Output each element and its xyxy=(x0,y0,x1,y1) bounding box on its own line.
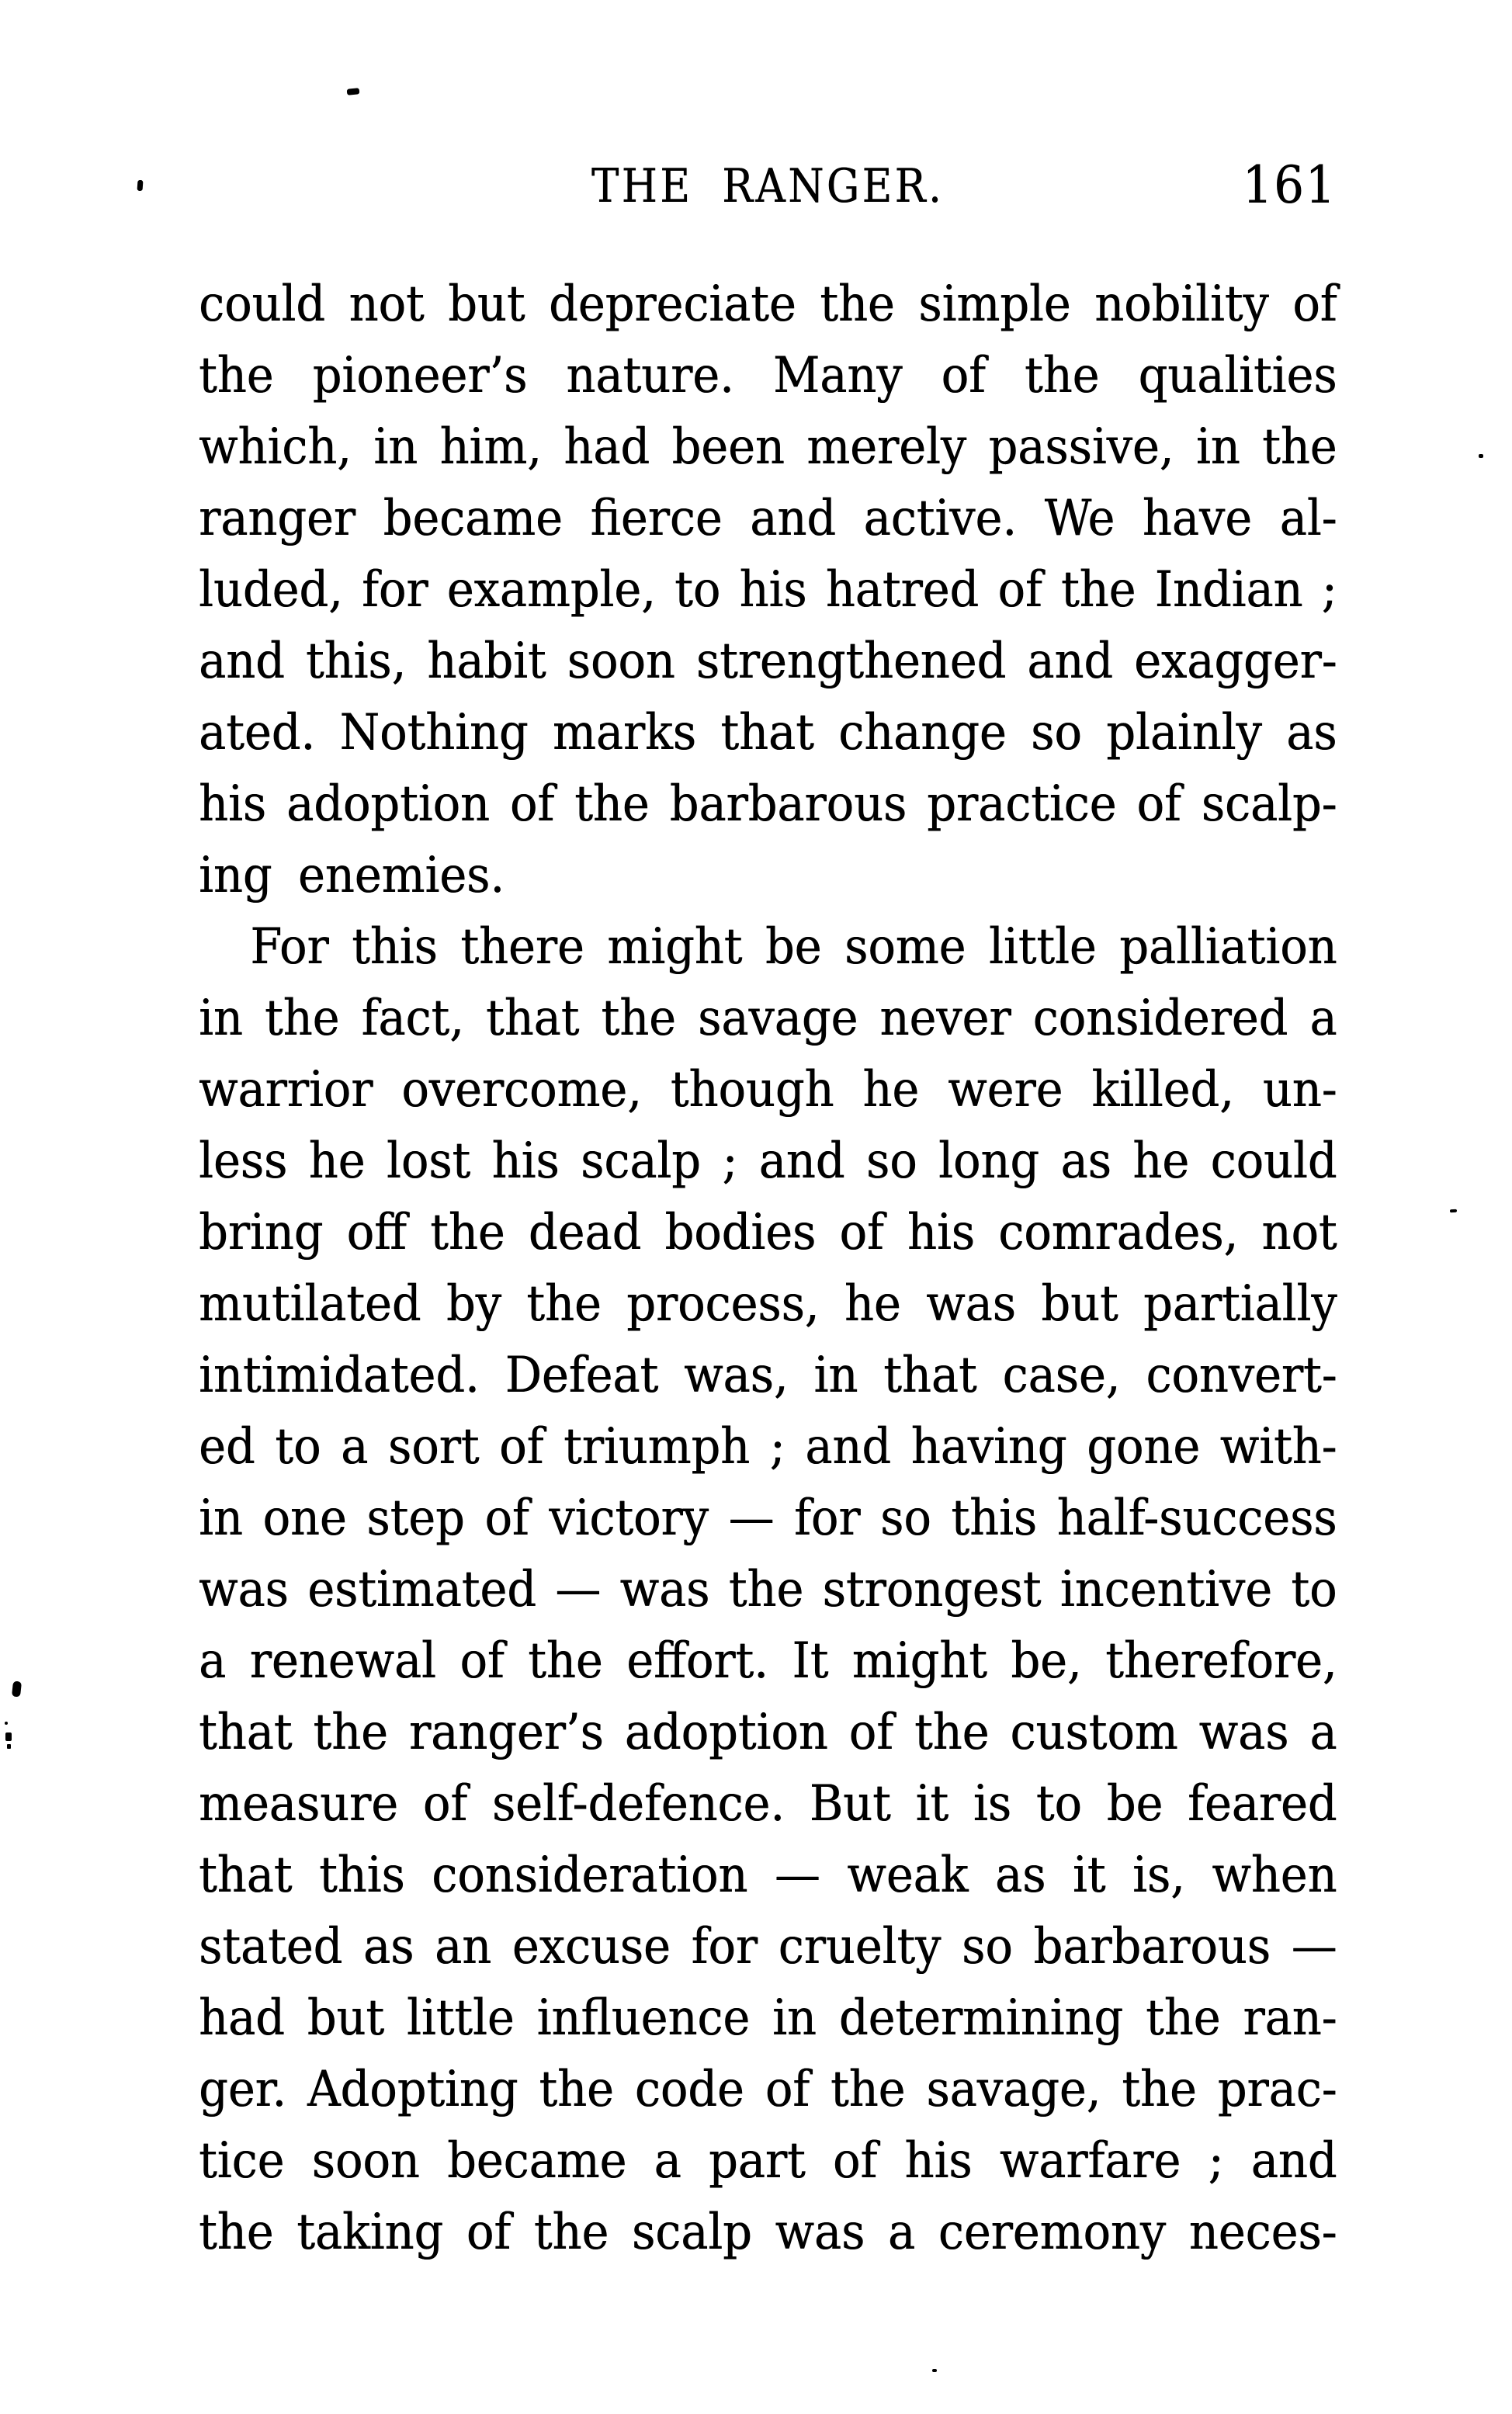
running-title: THE RANGER. xyxy=(591,159,945,213)
text-line: intimidated. Defeat was, in that case, convert- xyxy=(199,1347,1337,1404)
ink-speck xyxy=(347,88,360,95)
text-line: mutilated by the process, he was but partially xyxy=(199,1275,1337,1333)
text-line: that the ranger’s adoption of the custom was a xyxy=(199,1704,1337,1761)
text-line: could not but depreciate the simple nobility of xyxy=(199,276,1337,333)
text-line: the pioneer’s nature. Many of the qualities xyxy=(199,347,1337,404)
text-line: in the fact, that the savage never considered a xyxy=(199,990,1337,1047)
ink-speck xyxy=(7,1744,11,1749)
text-line: less he lost his scalp ; and so long as he could xyxy=(199,1132,1337,1190)
text-line: tice soon became a part of his warfare ; and xyxy=(199,2132,1337,2190)
text-line: warrior overcome, though he were killed, un- xyxy=(199,1061,1337,1119)
text-line: which, in him, had been merely passive, in the xyxy=(199,418,1337,476)
text-line: his adoption of the barbarous practice of scalp- xyxy=(199,775,1337,833)
text-line: and this, habit soon strengthened and exagger- xyxy=(199,633,1337,690)
text-line: stated as an excuse for cruelty so barbarous — xyxy=(199,1918,1337,1975)
text-line: luded, for example, to his hatred of the Indian ; xyxy=(199,561,1337,619)
ink-speck xyxy=(1450,1209,1457,1213)
text-line: ated. Nothing marks that change so plainly as xyxy=(199,704,1337,761)
text-line: ger. Adopting the code of the savage, the prac- xyxy=(199,2061,1337,2118)
text-line: the taking of the scalp was a ceremony neces- xyxy=(199,2204,1337,2261)
page-number: 161 xyxy=(1242,155,1337,215)
text-line: bring off the dead bodies of his comrades, not xyxy=(199,1204,1337,1261)
page-header xyxy=(199,155,1337,225)
ink-speck xyxy=(5,1732,12,1741)
text-line: ranger became fierce and active. We have al- xyxy=(199,490,1337,547)
text-line: a renewal of the effort. It might be, therefore, xyxy=(199,1632,1337,1690)
text-line: had but little influence in determining the ran- xyxy=(199,1989,1337,2047)
body-text xyxy=(199,269,1337,2268)
text-line: ed to a sort of triumph ; and having gone with- xyxy=(199,1418,1337,1476)
text-line: in one step of victory — for so this half-success xyxy=(199,1490,1337,1547)
text-line: measure of self-defence. But it is to be feared xyxy=(199,1775,1337,1833)
text-line: ing enemies. xyxy=(199,847,505,904)
text-line: For this there might be some little palliation xyxy=(250,918,1337,976)
ink-speck xyxy=(1479,454,1483,458)
text-line: was estimated — was the strongest incentive to xyxy=(199,1561,1337,1618)
ink-speck xyxy=(137,180,144,191)
ink-speck xyxy=(932,2369,937,2372)
ink-speck xyxy=(12,1680,22,1697)
text-line: that this consideration — weak as it is, when xyxy=(199,1847,1337,1904)
ink-speck xyxy=(5,1722,8,1725)
